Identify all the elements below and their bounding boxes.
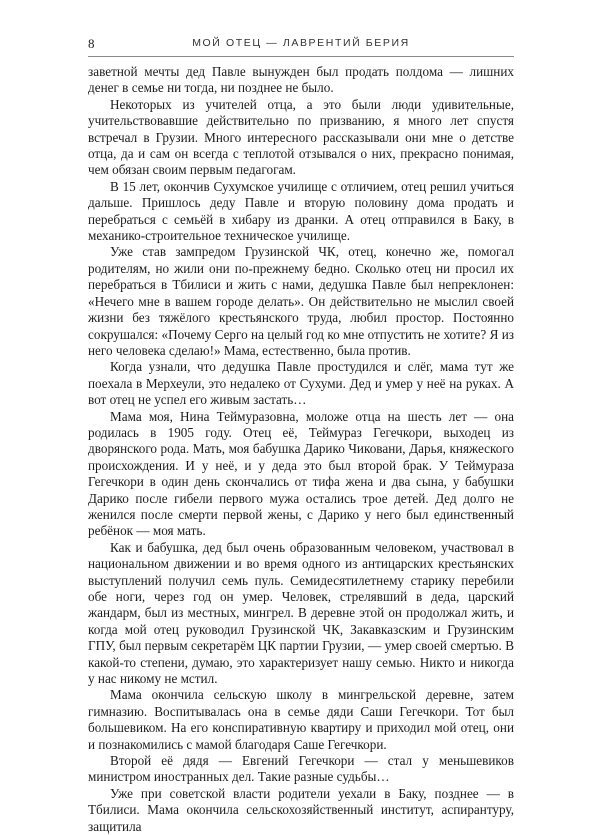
- paragraph: Второй её дядя — Евгений Гегечкори — стал у меньшевиков министром иностранных дел. Такие разные судьбы…: [88, 753, 514, 785]
- paragraph: Когда узнали, что дедушка Павле простудился и слёг, мама тут же поехала в Мерхеули, это недалеко от Сухуми. Дед и умер у неё на руках. А вот отец не успел его живым застать…: [88, 359, 514, 408]
- page-header: [88, 34, 514, 57]
- paragraph: В 15 лет, окончив Сухумское училище с отличием, отец решил учиться дальше. Пришлось деду Павле и вторую половину дома продать и перебраться с семьёй в хибару из дранки. А отец отправился в Баку, в механико-строительное техническое училище.: [88, 178, 514, 244]
- paragraph: Мама моя, Нина Теймуразовна, моложе отца на шесть лет — она родилась в 1905 году. Отец её, Теймураз Гегечкори, выходец из дворянского рода. Мать, моя бабушка Дарико Чиковани, Дарья, княжеского происхождения. И у неё, и у деда это был второй брак. У Теймураза Гегечкори в один день скончались от тифа жена и два сына, у бабушки Дарико после гибели первого мужа остались трое детей. Дед долго не женился после смерти первой жены, с Дарико у него был единственный ребёнок — моя мать.: [88, 408, 514, 539]
- paragraph: Уже став зампредом Грузинской ЧК, отец, конечно же, помогал родителям, но жили они по-прежнему бедно. Сколько отец ни просил их перебраться в Тбилиси и жить с нами, дедушка Павле был непреклонен: «Нечего мне в вашем городе делать». Он действительно не мыслил своей жизни без тяжёлого крестьянского труда, любил простор. Постоянно сокрушался: «Почему Серго на целый год ко мне отпустить не хотите? Я из него человека сделаю!» Мама, естественно, была против.: [88, 244, 514, 358]
- paragraph: Мама окончила сельскую школу в мингрельской деревне, затем гимназию. Воспитывалась она в семье дяди Саши Гегечкори. Тот был большевиком. На его конспиративную квартиру и приходил мой отец, они и познакомились с мамой благодаря Саше Гегечкори.: [88, 687, 514, 752]
- body-text: [88, 64, 514, 835]
- paragraph: Как и бабушка, дед был очень образованным человеком, участвовал в национальном движении и во время одного из антицарских крестьянских выступлений получил семь пуль. Семидесятилетнему старику перебили обе ноги, через год он умер. Человек, стрелявший в деда, царский жандарм, был из местных, мингрел. В деревне этой он продолжал жить, и когда мой отец руководил Грузинской ЧК, Закавказским и Грузинским ГПУ, был первым секретарём ЦК партии Грузии, — умер своей смертью. В какой-то степени, думаю, это характеризует нашу семью. Никто и никогда у нас никому не мстил.: [88, 539, 514, 687]
- paragraph: заветной мечты дед Павле вынужден был продать полдома — лишних денег в семье ни тогда, ни позднее не было.: [88, 64, 514, 96]
- running-title: МОЙ ОТЕЦ — ЛАВРЕНТИЙ БЕРИЯ: [192, 37, 410, 49]
- paragraph: Некоторых из учителей отца, а это были люди удивительные, учительствовавшие действительно по призванию, я много лет спустя встречал в Грузии. Много интересного рассказывали они мне о детстве отца, да и сам он всегда с теплотой отзывался о них, прекрасно понимая, чем обязан своим первым педагогам.: [88, 96, 514, 178]
- page-number: 8: [88, 36, 95, 51]
- paragraph: Уже при советской власти родители уехали в Баку, позднее — в Тбилиси. Мама окончила сельскохозяйственный институт, аспирантуру, защитила: [88, 785, 514, 834]
